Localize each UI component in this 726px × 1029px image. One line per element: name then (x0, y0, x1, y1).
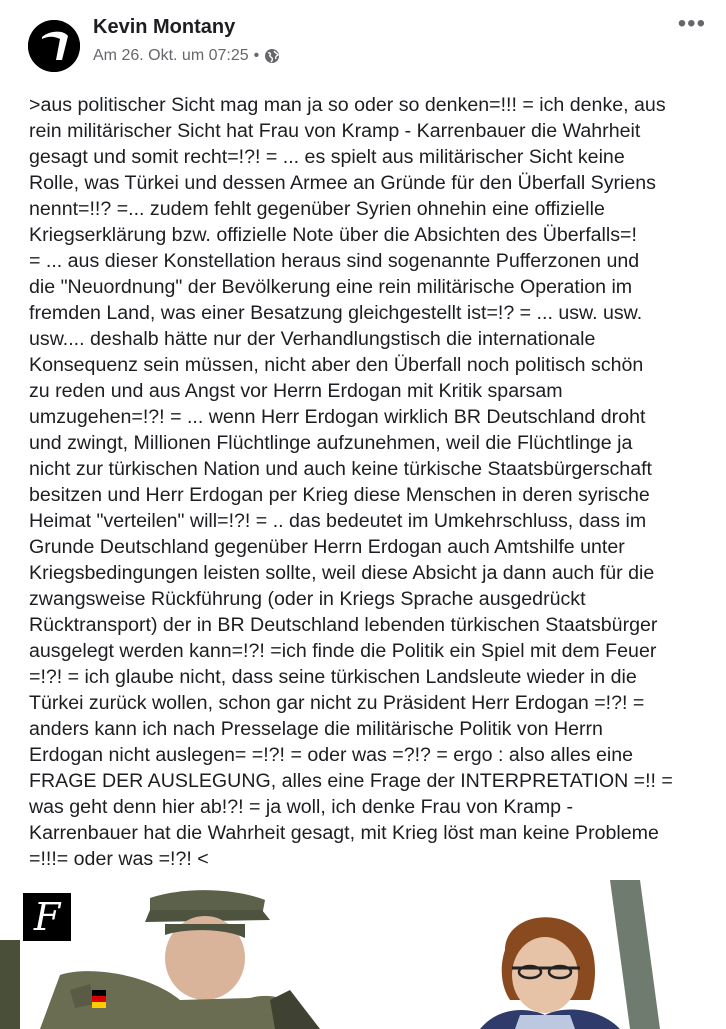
post-text-line: Türkei zurück wollen, schon gar nicht zu Präsident Herr Erdogan =!?! = (29, 692, 645, 714)
post-text-line: anders kann ich nach Presselage die militärische Politik von Herrn (29, 718, 603, 740)
meta-separator: • (253, 47, 260, 64)
post-text-line: usw.... deshalb hätte nur der Verhandlungstisch die internationale (29, 328, 596, 350)
post-photo (0, 880, 726, 1029)
post-text-line: Karrenbauer hat die Wahrheit gesagt, mit Krieg löst man keine Probleme (29, 822, 659, 844)
post-text-line: Erdogan nicht auslegen= =!?! = oder was =?!? = ergo : also alles eine (29, 744, 634, 766)
post-text-line: FRAGE DER AUSLEGUNG, alles eine Frage der INTERPRETATION =!! = (29, 770, 673, 792)
post-text-line: Kriegserklärung bzw. offizielle Note über die Absichten des Überfalls=! (29, 224, 637, 246)
globe-icon (264, 48, 280, 64)
post-text-line: >aus politischer Sicht mag man ja so oder so denken=!!! = ich denke, aus (29, 94, 666, 116)
author-avatar[interactable] (28, 20, 80, 72)
post-text-line: ausgelegt werden kann=!?! =ich finde die Politik ein Spiel mit dem Feuer (29, 640, 657, 662)
post-meta (93, 47, 280, 65)
post-text-line: was geht denn hier ab!?! = ja woll, ich denke Frau von Kramp - (29, 796, 574, 818)
post-text-line: Heimat "verteilen" will=!?! = .. das bedeutet im Umkehrschluss, dass im (29, 510, 647, 532)
post-text-line: nennt=!!? =... zudem fehlt gegenüber Syrien ohnehin eine offizielle (29, 198, 605, 220)
post-text-line: rein militärischer Sicht hat Frau von Kramp - Karrenbauer die Wahrheit (29, 120, 641, 142)
more-options-icon[interactable]: ••• (677, 10, 706, 37)
post-text-line: die "Neuordnung" der Bevölkerung eine rein militärische Operation im (29, 276, 633, 298)
post-text-line: Rücktransport) der in BR Deutschland lebenden türkischen Staatsbürger (29, 614, 658, 636)
post-text-line: Grunde Deutschland gegenüber Herrn Erdogan auch Amtshilfe unter (29, 536, 625, 558)
post-text-line: zwangsweise Rückführung (oder in Kriegs Sprache ausgedrückt (29, 588, 586, 610)
post-text-line: nicht zur türkischen Nation und auch keine türkische Staatsbürgerschaft (29, 458, 652, 480)
post-text-line: zu reden und aus Angst vor Herrn Erdogan mit Kritik sparsam (29, 380, 563, 402)
post-text-line: Konsequenz sein müssen, nicht aber den Überfall noch politisch schön (29, 354, 644, 376)
post-text-line: = ... aus dieser Konstellation heraus sind sogenannte Pufferzonen und (29, 250, 640, 272)
post-header (0, 0, 726, 80)
post-text-line: umzugehen=!?! = ... wenn Herr Erdogan wirklich BR Deutschland droht (29, 406, 646, 428)
post-text-line: und zwingt, Millionen Flüchtlinge aufzunehmen, weil die Flüchtlinge ja (29, 432, 633, 454)
post-image[interactable] (0, 880, 726, 1029)
post-text (29, 92, 719, 872)
faz-logo: F (23, 893, 71, 941)
post-text-line: gesagt und somit recht=!?! = ... es spielt aus militärischer Sicht keine (29, 146, 625, 168)
post-text-line: Rolle, was Türkei und dessen Armee an Gründe für den Überfall Syriens (29, 172, 656, 194)
post-text-line: fremden Land, was einer Besatzung gleichgestellt ist=!? = ... usw. usw. (29, 302, 643, 324)
post-text-line: Kriegsbedingungen leisten sollte, weil diese Absicht ja dann auch für die (29, 562, 655, 584)
post-text-line: =!?! = ich glaube nicht, dass seine türkischen Landsleute wieder in die (29, 666, 637, 688)
post-text-line: =!!!= oder was =!?! < (29, 848, 209, 870)
avatar-logo-icon (28, 20, 80, 72)
author-name[interactable]: Kevin Montany (93, 16, 236, 38)
post-text-line: besitzen und Herr Erdogan per Krieg diese Menschen in deren syrische (29, 484, 650, 506)
post-timestamp[interactable]: Am 26. Okt. um 07:25 (93, 47, 249, 64)
